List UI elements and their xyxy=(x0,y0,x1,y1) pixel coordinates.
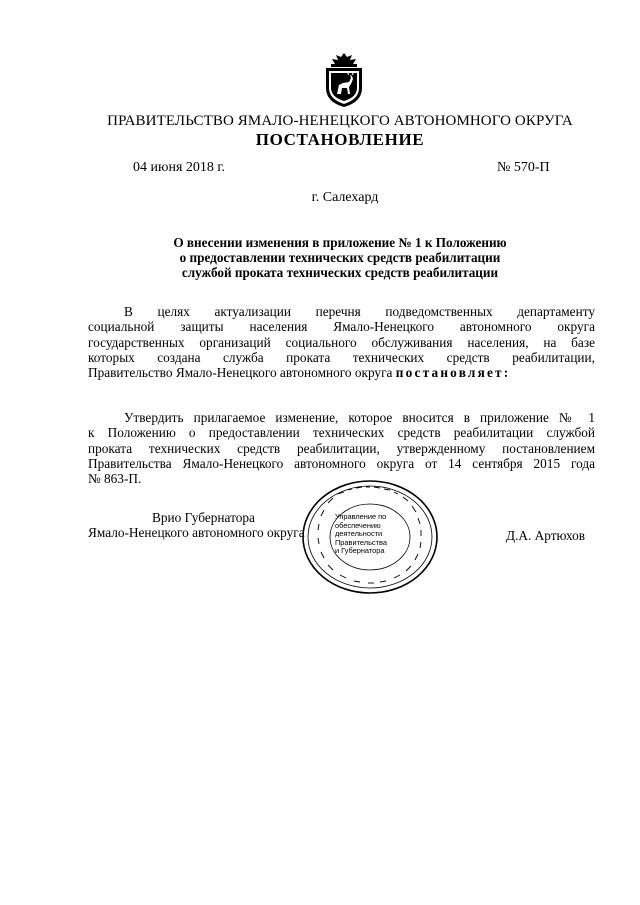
paragraph-line: к Положению о предоставлении технических средств реабилитации службой xyxy=(88,425,595,441)
subject-line: службой проката технических средств реабилитации xyxy=(181,265,499,280)
paragraph-line xyxy=(88,365,595,380)
paragraph-line-text: Правительство Ямало-Ненецкого автономного округа xyxy=(88,365,393,381)
resolution-keyword: постановляет: xyxy=(395,365,511,381)
stamp-line: деятельности xyxy=(335,529,383,539)
subject-line: о предоставлении технических средств реабилитации xyxy=(179,250,501,265)
paragraph-line: социальной защиты населения Ямало-Ненецкого автономного округа xyxy=(88,319,595,335)
document-number: № 570-П xyxy=(497,160,550,175)
stamp-line: обеспечению xyxy=(335,520,381,530)
document-date: 04 июня 2018 г. xyxy=(133,160,226,175)
paragraph-line: которых создана служба проката технических средств реабилитации, xyxy=(88,349,595,365)
paragraph-line: проката технических средств реабилитации, утвержденному постановлением xyxy=(88,440,595,456)
signatory-name: Д.А. Артюхов xyxy=(506,528,586,543)
yamal-coat-of-arms-icon xyxy=(323,52,365,108)
position-line: Врио Губернатора xyxy=(152,510,255,525)
paragraph-line: В целях актуализации перечня подведомственных департаменту xyxy=(124,304,595,319)
stamp-line: Управление по xyxy=(335,512,387,521)
document-subject xyxy=(140,235,540,280)
signatory-position xyxy=(88,510,305,541)
position-line: Ямало-Ненецкого автономного округа xyxy=(88,525,305,541)
body-paragraph-preamble xyxy=(88,304,595,380)
paragraph-line: Правительства Ямало-Ненецкого автономного округа от 14 сентября 2015 года xyxy=(88,455,595,471)
stamp-line: Правительства xyxy=(335,537,387,547)
government-title: ПРАВИТЕЛЬСТВО ЯМАЛО-НЕНЕЦКОГО АВТОНОМНОГО ОКРУГА xyxy=(107,113,573,129)
paragraph-line: государственных организаций социального обслуживания населения, на базе xyxy=(88,334,595,350)
body-paragraph-resolution xyxy=(88,410,595,486)
stamp-inner-text xyxy=(335,513,413,556)
document-city: г. Салехард xyxy=(311,190,379,205)
paragraph-line: № 863-П. xyxy=(88,471,142,487)
document-type: ПОСТАНОВЛЕНИЕ xyxy=(255,130,425,149)
stamp-line: и Губернатора xyxy=(335,546,385,556)
paragraph-line: Утвердить прилагаемое изменение, которое вносится в приложение № 1 xyxy=(124,410,595,425)
subject-line: О внесении изменения в приложение № 1 к Положению xyxy=(173,235,507,250)
